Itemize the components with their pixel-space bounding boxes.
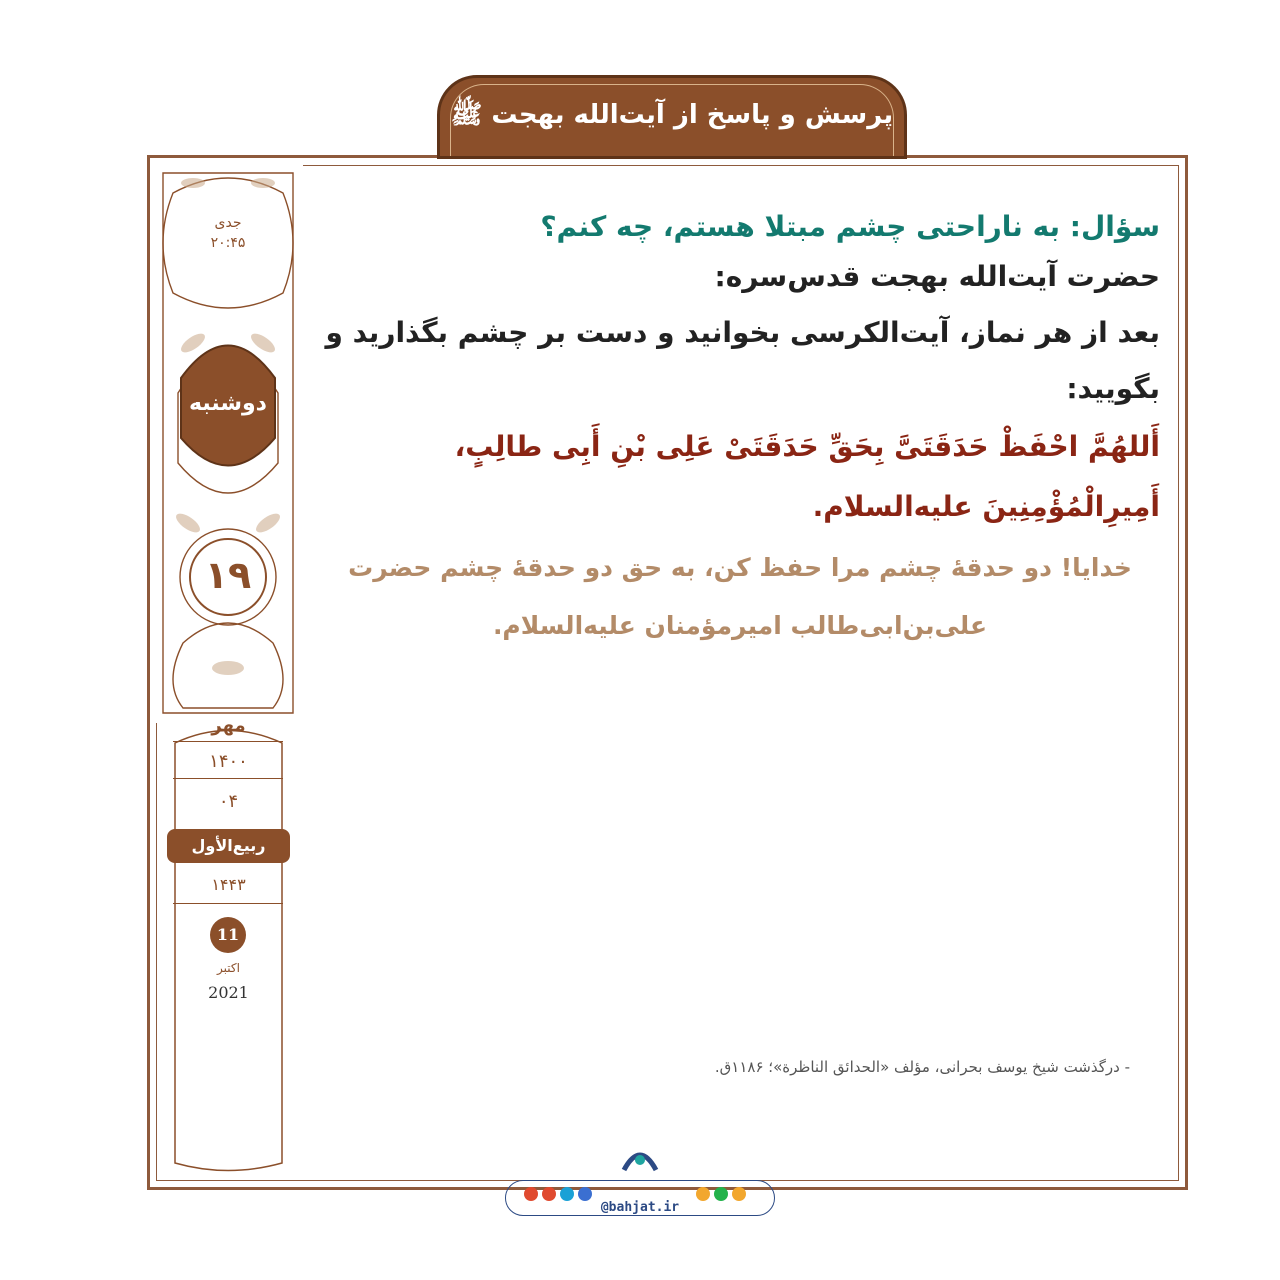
question: سؤال: به ناراحتی چشم مبتلا هستم، چه کنم؟	[540, 210, 1160, 243]
telegram-icon[interactable]	[560, 1187, 574, 1201]
arabic-supplication: أَللهُمَّ احْفَظْ حَدَقَتَیَّ بِحَقِّ حَدَقَتَیْ عَلِی بْنِ أَبِی طالِبٍ، أَمِیرِالْمُؤْمِنِینَ علیه‌السلام.	[454, 430, 1160, 523]
app-icon[interactable]	[696, 1187, 710, 1201]
month-hijri: ربیع‌الأول	[167, 829, 290, 863]
main-content	[320, 200, 1160, 653]
month-greg: اکتبر	[217, 961, 240, 975]
date-sidebar	[153, 163, 303, 1185]
year-greg: 2021	[208, 983, 249, 1002]
bahjat-logo-icon	[620, 1140, 660, 1174]
calendar-box	[171, 715, 286, 1173]
month-fa: مهر	[211, 715, 246, 736]
footer-note: - درگذشت شیخ یوسف بحرانی، مؤلف «الحدائق الناظرة»؛ ۱۱۸۶ق.	[714, 1058, 1130, 1076]
app-icon[interactable]	[524, 1187, 538, 1201]
divider	[173, 778, 283, 781]
social-bar	[505, 1180, 775, 1216]
app-icon[interactable]	[714, 1187, 728, 1201]
translation-line-1: خدایا! دو حدقۀ چشم مرا حفظ کن، به حق دو حدقۀ چشم حضرت	[348, 553, 1132, 582]
weekday: دوشنبه	[189, 391, 267, 416]
divider	[173, 741, 283, 744]
app-icon[interactable]	[732, 1187, 746, 1201]
header-title: پرسش و پاسخ از آیت‌الله بهجت ﷺ	[450, 100, 894, 130]
app-icon[interactable]	[542, 1187, 556, 1201]
day-greg: 11	[210, 917, 246, 953]
day-number: ۱۹	[204, 553, 252, 597]
app-icon[interactable]	[578, 1187, 592, 1201]
answerer: حضرت آیت‌الله بهجت قدس‌سره:	[714, 260, 1160, 293]
social-handle[interactable]: @bahjat.ir	[600, 1200, 680, 1215]
time-value: ۲۰:۴۵	[210, 235, 246, 251]
time-label: جدی	[214, 215, 242, 231]
answer-line-1: بعد از هر نماز، آیت‌الکرسی بخوانید و دست بر چشم بگذارید و	[325, 316, 1160, 349]
translation-line-2: علی‌بن‌ابی‌طالب امیرمؤمنان علیه‌السلام.	[492, 611, 988, 640]
year-hijri: ۱۴۴۳	[211, 875, 246, 894]
answer-line-2: بگویید:	[1066, 372, 1160, 405]
day-hijri: ۰۴	[218, 791, 239, 812]
header-tab	[437, 75, 907, 159]
divider	[173, 903, 283, 906]
year-fa: ۱۴۰۰	[209, 751, 248, 772]
